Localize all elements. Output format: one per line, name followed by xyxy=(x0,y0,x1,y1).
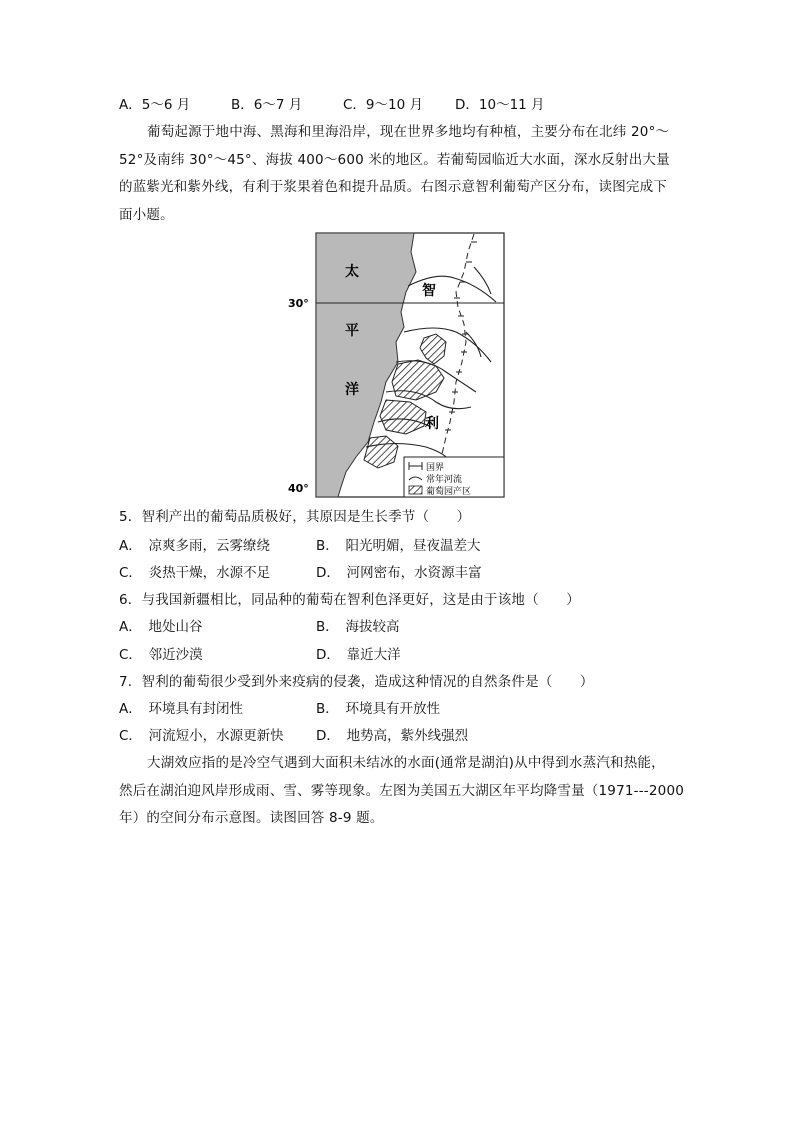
grape-passage-line-1: 葡萄起源于地中海、黑海和里海沿岸，现在世界多地均有种植，主要分布在北纬 20°～ xyxy=(147,124,670,140)
ocean-label-char-2: 平 xyxy=(345,323,359,339)
q6-option-c: C． 邻近沙漠 xyxy=(119,647,203,663)
grape-passage-line-4: 面小题。 xyxy=(119,207,174,223)
q5-option-d: D． 河网密布，水资源丰富 xyxy=(316,565,482,581)
q4-option-d: D．10～11 月 xyxy=(455,97,545,113)
country-label-char-1: 智 xyxy=(422,283,436,299)
legend-border-label: 国界 xyxy=(426,463,445,473)
q4-option-a: A．5～6 月 xyxy=(119,97,191,113)
ocean-label-char-3: 洋 xyxy=(345,382,359,398)
lake-passage-line-3: 年）的空间分布示意图。读图回答 8-9 题。 xyxy=(119,810,384,826)
q5-option-c: C． 炎热干燥，水源不足 xyxy=(119,565,271,581)
q4-option-b: B．6～7 月 xyxy=(231,97,303,113)
q6-option-d: D． 靠近大洋 xyxy=(316,647,401,663)
ocean-label-char-1: 太 xyxy=(345,264,359,280)
lake-passage-line-2: 然后在湖泊迎风岸形成雨、雪、雾等现象。左图为美国五大湖区年平均降雪量（1971---2000 xyxy=(119,783,685,799)
legend-river-label: 常年河流 xyxy=(426,475,463,485)
grape-passage-line-2: 52°及南纬 30°～45°、海拔 400～600 米的地区。若葡萄园临近大水面，深水反射出大量 xyxy=(119,152,670,168)
q6-stem: 6．与我国新疆相比，同品种的葡萄在智利色泽更好，这是由于该地（ ） xyxy=(119,592,580,608)
q5-option-a: A． 凉爽多雨，云雾缭绕 xyxy=(119,538,270,554)
q7-stem: 7．智利的葡萄很少受到外来疫病的侵袭，造成这种情况的自然条件是（ ） xyxy=(119,674,594,690)
q7-option-a: A． 环境具有封闭性 xyxy=(119,701,243,717)
q5-stem: 5．智利产出的葡萄品质极好，其原因是生长季节（ ） xyxy=(119,509,471,525)
q6-option-b: B． 海拔较高 xyxy=(316,619,400,635)
q7-option-d: D． 地势高，紫外线强烈 xyxy=(316,728,469,744)
legend-vineyard-symbol xyxy=(409,486,422,494)
grape-passage-line-3: 的蓝紫光和紫外线，有利于浆果着色和提升品质。右图示意智利葡萄产区分布，读图完成下 xyxy=(119,179,667,195)
q7-option-c: C． 河流短小，水源更新快 xyxy=(119,728,284,744)
latitude-30-label: 30° xyxy=(288,297,309,310)
lake-passage-line-1: 大湖效应指的是冷空气遇到大面积未结冰的水面(通常是湖泊)从中得到水蒸汽和热能， xyxy=(147,755,665,771)
country-label-char-2: 利 xyxy=(425,416,439,432)
latitude-40-label: 40° xyxy=(288,482,309,495)
q4-option-c: C．9～10 月 xyxy=(343,97,423,113)
legend-vineyard-label: 葡萄园产区 xyxy=(426,487,472,497)
q6-option-a: A． 地处山谷 xyxy=(119,619,203,635)
q5-option-b: B． 阳光明媚，昼夜温差大 xyxy=(316,538,481,554)
q7-option-b: B． 环境具有开放性 xyxy=(316,701,441,717)
chile-vineyard-map xyxy=(286,232,508,500)
